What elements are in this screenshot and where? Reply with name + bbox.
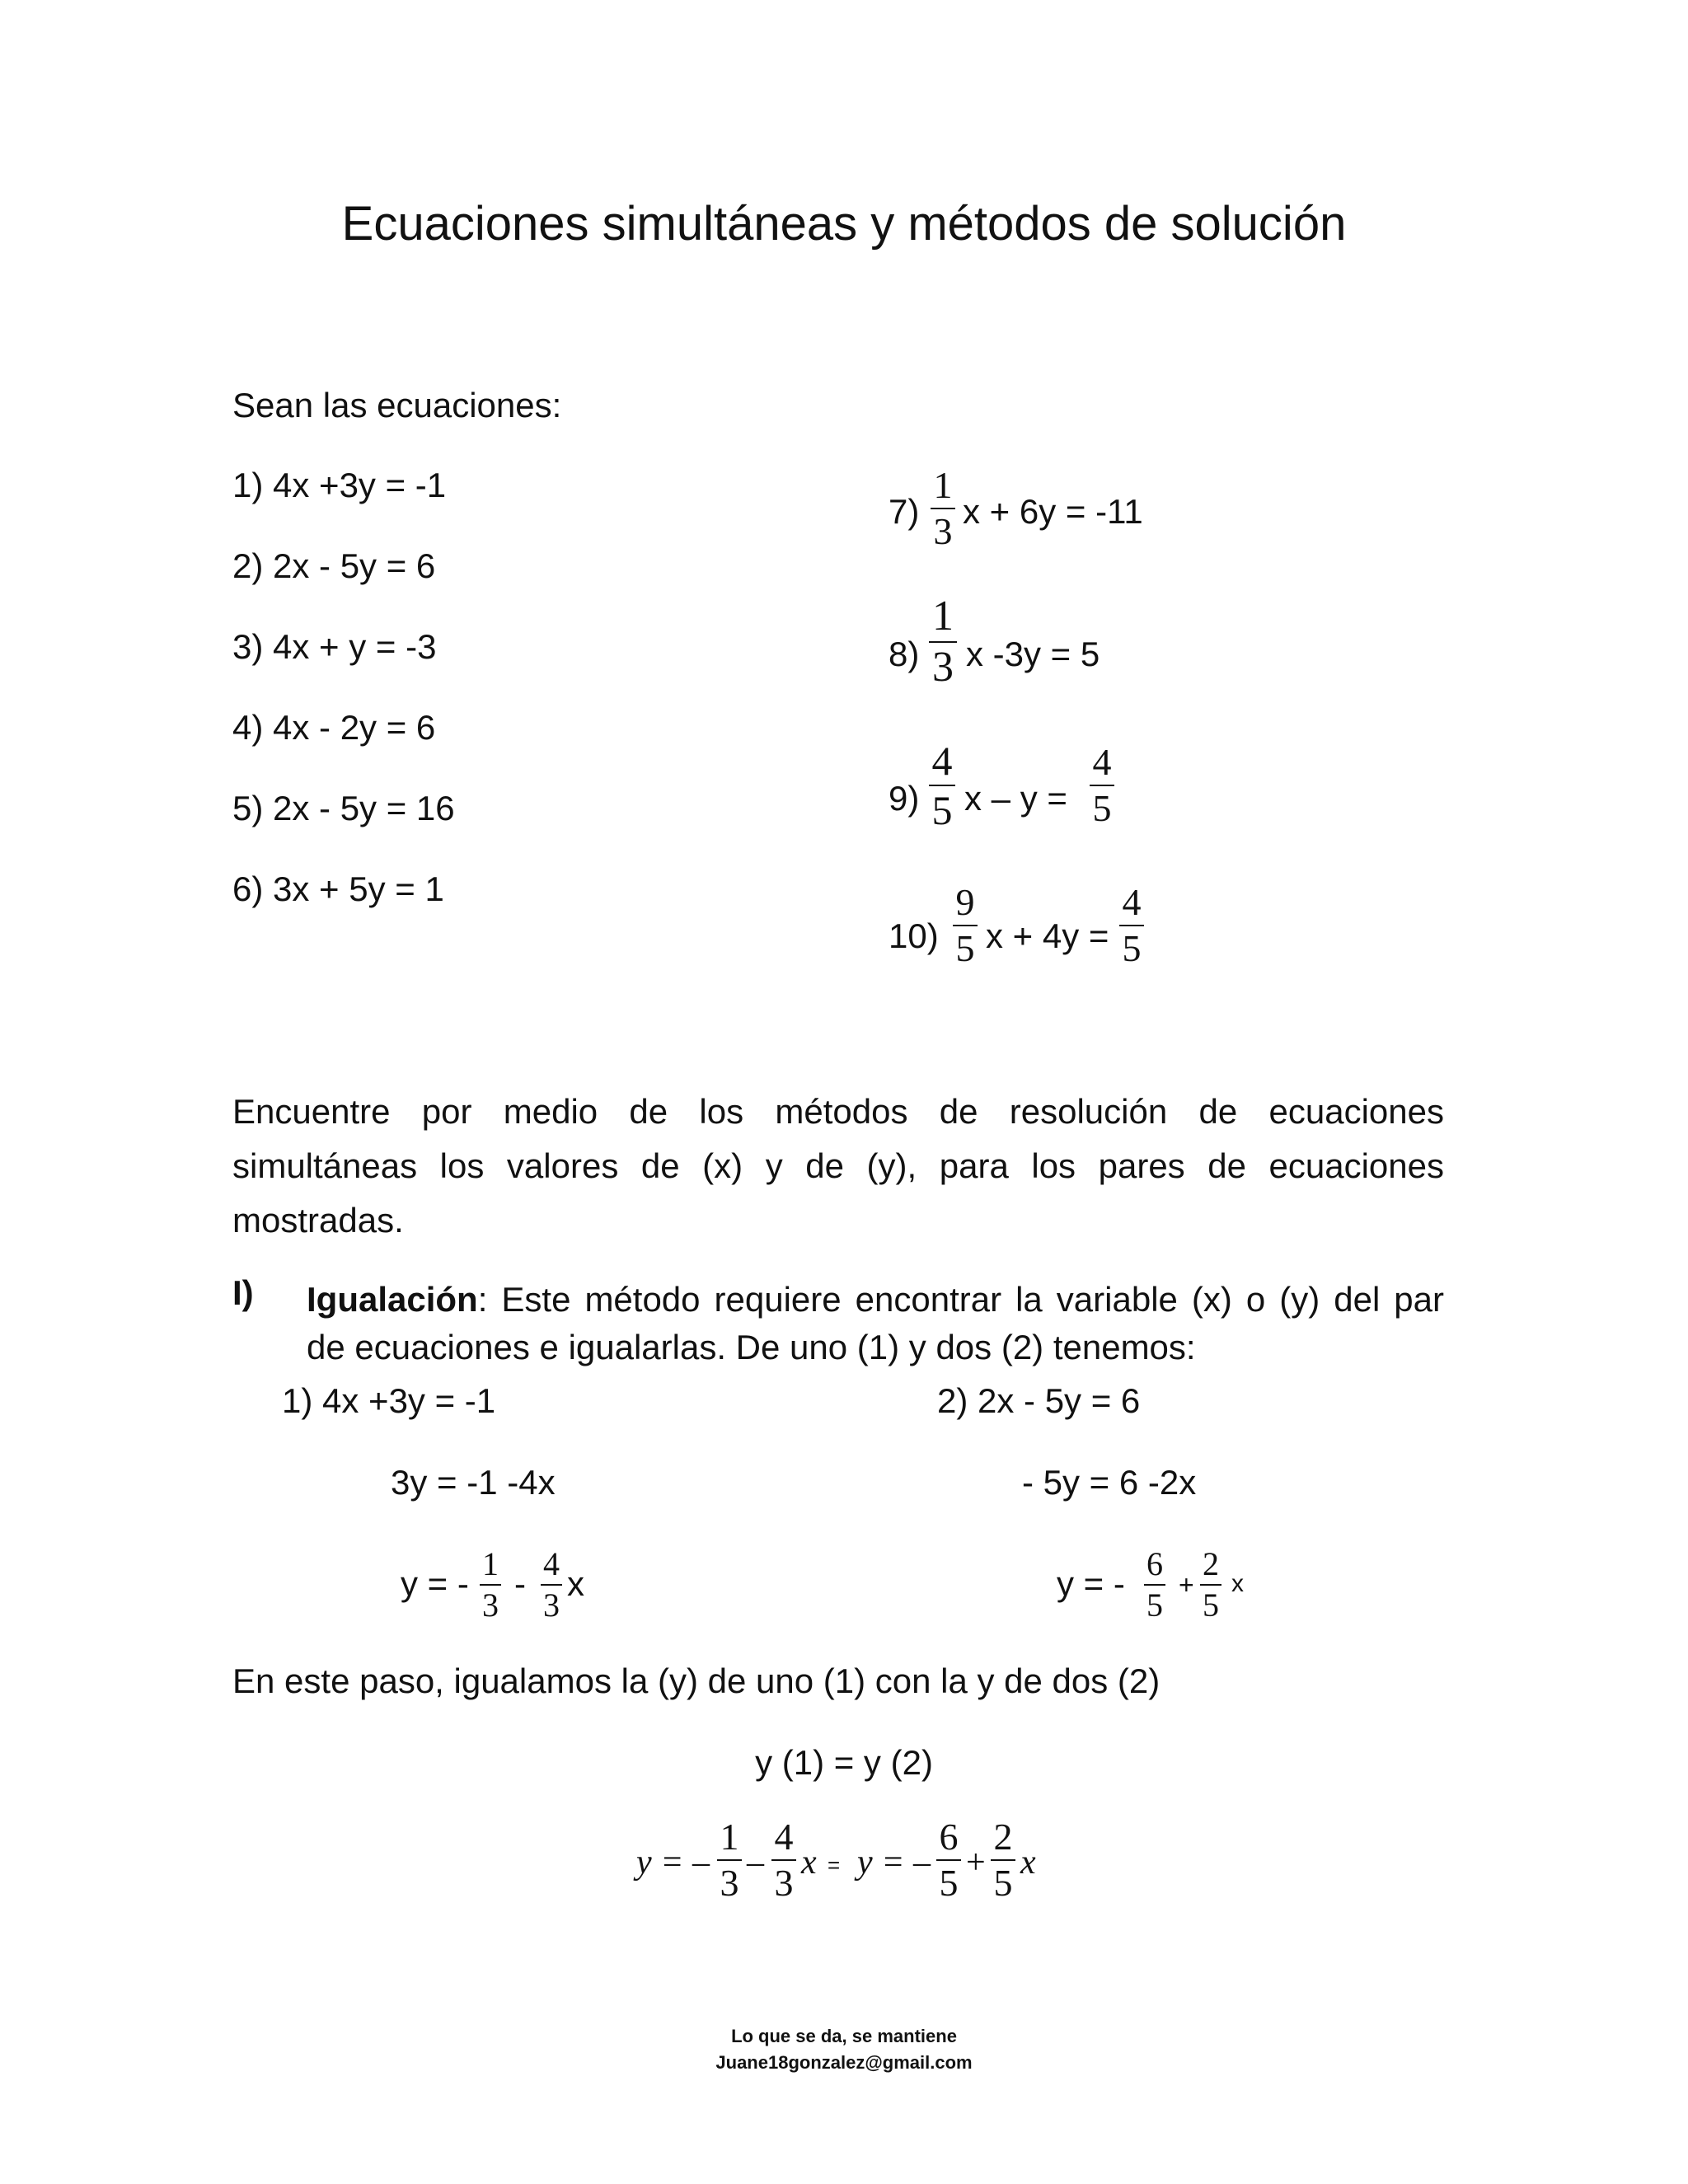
y-right-fraction-2 [1200, 1545, 1221, 1624]
fraction-bar [929, 641, 957, 643]
fraction-denominator: 5 [1122, 927, 1142, 969]
equation-10-fraction-b [1119, 883, 1144, 968]
final-lhs-y: y = – [636, 1844, 710, 1882]
fraction-denominator: 3 [720, 1862, 739, 1904]
equation-3: 3) 4x + y = -3 [232, 627, 437, 666]
fraction-numerator: 4 [1092, 741, 1112, 783]
equation-8-rest: x -3y = 5 [966, 635, 1100, 673]
fraction-bar [480, 1584, 501, 1586]
fraction-numerator: 2 [1203, 1545, 1219, 1582]
final-rhs-y: y = – [857, 1844, 931, 1882]
fraction-numerator: 1 [933, 464, 953, 506]
final-op-1: – [747, 1844, 764, 1882]
equation-1: 1) 4x +3y = -1 [232, 466, 447, 504]
y-left-fraction-1 [480, 1545, 501, 1624]
fraction-bar [953, 925, 978, 926]
fraction-numerator: 4 [774, 1816, 794, 1858]
fraction-numerator: 2 [993, 1816, 1013, 1858]
y-left-prefix: y = - [401, 1564, 469, 1603]
fraction-denominator: 5 [939, 1862, 959, 1904]
fraction-numerator: 4 [1122, 881, 1142, 923]
fraction-denominator: 5 [1203, 1586, 1219, 1624]
fraction-numerator: 1 [720, 1816, 739, 1858]
fraction-numerator: 6 [1146, 1545, 1163, 1582]
fraction-bar [541, 1584, 562, 1586]
fraction-bar [991, 1859, 1015, 1861]
equality-statement: y (1) = y (2) [755, 1743, 933, 1782]
fraction-denominator: 3 [932, 644, 954, 691]
equation-10-label: 10) [889, 916, 939, 955]
y-left-fraction-2 [541, 1545, 562, 1624]
fraction-denominator: 5 [1092, 787, 1112, 829]
final-fraction-2 [771, 1818, 796, 1902]
equation-5: 5) 2x - 5y = 16 [232, 789, 455, 827]
fraction-numerator: 6 [939, 1816, 959, 1858]
fraction-bar [1119, 925, 1144, 926]
footer-email: Juane18gonzalez@gmail.com [715, 2052, 973, 2073]
final-equals: = [828, 1853, 841, 1877]
method-name: Igualación [307, 1280, 478, 1319]
y-right-plus: + [1179, 1570, 1194, 1600]
method-description-line-1 [307, 1273, 1444, 1326]
fraction-denominator: 5 [955, 927, 975, 969]
fraction-numerator: 1 [482, 1545, 499, 1582]
fraction-denominator: 3 [774, 1862, 794, 1904]
equation-9-middle: x – y = [964, 779, 1067, 818]
step-left: 3y = -1 -4x [391, 1463, 556, 1502]
fraction-denominator: 3 [933, 510, 953, 552]
fraction-bar [931, 508, 955, 509]
equation-6: 6) 3x + 5y = 1 [232, 869, 444, 908]
equation-9-label: 9) [889, 779, 920, 818]
final-fraction-3 [936, 1818, 961, 1902]
equation-7-label: 7) [889, 492, 920, 531]
equation-7-fraction [931, 466, 955, 551]
y-left-x: x [567, 1564, 584, 1603]
intro-text: Sean las ecuaciones: [232, 386, 562, 424]
equation-4: 4) 4x - 2y = 6 [232, 708, 436, 747]
method-numeral: I) [232, 1273, 254, 1312]
fraction-numerator: 4 [931, 738, 953, 784]
step-explanation: En este paso, igualamos la (y) de uno (1) con la y de dos (2) [232, 1661, 1160, 1700]
fraction-bar [771, 1859, 796, 1861]
method-equation-1: 1) 4x +3y = -1 [282, 1381, 496, 1420]
fraction-numerator: 4 [543, 1545, 560, 1582]
page-title: Ecuaciones simultáneas y métodos de solución [341, 197, 1347, 251]
footer-motto: Lo que se da, se mantiene [731, 2026, 957, 2046]
equation-2: 2) 2x - 5y = 6 [232, 546, 436, 585]
equation-10-middle: x + 4y = [986, 916, 1109, 955]
fraction-bar [936, 1859, 961, 1861]
instructions-line-3: mostradas. [232, 1201, 404, 1240]
fraction-bar [929, 785, 955, 786]
fraction-bar [717, 1859, 742, 1861]
method-description-line-2: de ecuaciones e igualarlas. De uno (1) y dos (2) tenemos: [307, 1328, 1196, 1366]
final-fraction-1 [717, 1818, 742, 1902]
equation-10-fraction-a [953, 883, 978, 968]
fraction-bar [1144, 1584, 1165, 1586]
fraction-denominator: 5 [1146, 1586, 1163, 1624]
y-right-fraction-1 [1144, 1545, 1165, 1624]
fraction-denominator: 3 [482, 1586, 499, 1624]
step-right: - 5y = 6 -2x [1022, 1463, 1197, 1502]
fraction-denominator: 5 [931, 787, 953, 833]
fraction-numerator: 1 [932, 593, 954, 640]
y-right-x: x [1231, 1570, 1244, 1597]
equation-8-label: 8) [889, 635, 920, 673]
fraction-denominator: 5 [993, 1862, 1013, 1904]
final-x-1: x [801, 1844, 817, 1882]
instructions-line-2: simultáneas los valores de (x) y de (y), para los pares de ecuaciones [232, 1146, 1444, 1185]
fraction-bar [1200, 1584, 1221, 1586]
instructions-line-1: Encuentre por medio de los métodos de resolución de ecuaciones [232, 1092, 1444, 1131]
y-right-prefix: y = - [1057, 1564, 1125, 1603]
equation-9-fraction-a [929, 740, 955, 831]
equation-9-fraction-b [1090, 743, 1114, 827]
method-equation-2: 2) 2x - 5y = 6 [937, 1381, 1141, 1420]
fraction-numerator: 9 [955, 881, 975, 923]
fraction-bar [1090, 785, 1114, 786]
y-left-minus: - [514, 1564, 526, 1603]
equation-8-fraction [929, 595, 957, 689]
method-description: : Este método requiere encontrar la variable (x) o (y) del par [477, 1280, 1444, 1319]
final-x-2: x [1020, 1844, 1036, 1882]
equation-7-rest: x + 6y = -11 [963, 492, 1143, 531]
final-fraction-4 [991, 1818, 1015, 1902]
fraction-denominator: 3 [543, 1586, 560, 1624]
final-op-2: + [966, 1844, 986, 1882]
